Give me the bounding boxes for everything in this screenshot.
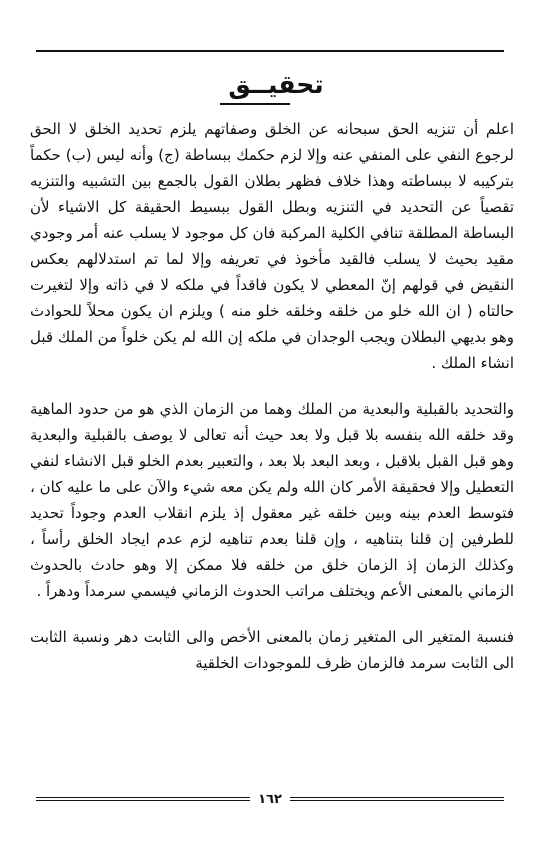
page-number: ١٦٢ [258, 791, 282, 807]
body-text [30, 116, 514, 676]
section-heading [0, 70, 552, 99]
footer-rule-right [290, 797, 504, 801]
paragraph-2: والتحديد بالقبلية والبعدية من الملك وهما من الزمان الذي هو من حدود الماهية وقد خلقه الله بنفسه بلا قبل ولا بعد حيث أنه تعالى لا يوصف بالقبلية والبعدية وهو قبل القبل بلاقبل ، وبعد البعد بلا بعد ، والتعبير بعدم الخلو قبل الانشاء لنفي التعطيل وإلا فحقيقة الأمر كان الله ولم يكن معه شيء والآن على ما عليه كان ، فتوسط العدم بينه وبين خلقه غير معقول إذ يلزم انقلاب العدم وجوداً تحديد للطرفين إن قلنا بتناهيه ، وإن قلنا بعدم تناهيه لزم عدم ايجاد الخلق رأساً ، وكذلك الزمان إذ الزمان خلق من خلقه فلا ممكن إلا وهو حادث بالحدوث الزماني بالمعنى الأعم ويختلف مراتب الحدوث الزماني فيسمي سرمداً ودهراً . [30, 400, 514, 600]
paragraph-1: اعلم أن تنزيه الحق سبحانه عن الخلق وصفاتهم يلزم تحديد الخلق لا الحق لرجوع النفي على المنفي عنه وإلا لزم حكمك ببساطة (ج) وأنه ليس (ب) حكماً بتركيبه لا ببساطته وهذا خلاف فظهر بطلان القول بالجمع بين التشبيه والتنزيه تقصياً عن التحديد في التنزيه وبطل القول ببسيط الحقيقة كل الاشياء لأن البساطة المطلقة تنافي الكلية المركبة فان كل موجود لا يسلب عنه أمر وجودي مقيد بحيث لا يسلب فالقيد مأخوذ في تعريفه وإلا لما تم استدلالهم بعكس النقيض في قولهم إنّ المعطي لا يكون فاقداً في ملكه لا في ذاته وإلا لتغيرت حالتاه ( ان الله خلو من خلقه وخلقه خلو منه ) ويلزم ان يكون محلاً للحوادث وهو بديهي البطلان ويجب الوجدان في ملكه إن الله لم يكن خلواً من الملك قبل انشاء الملك . [30, 120, 514, 372]
page-footer [36, 792, 504, 806]
top-rule [36, 50, 504, 52]
footer-rule-left [36, 797, 250, 801]
paragraph-3: فنسبة المتغير الى المتغير زمان بالمعنى الأخص والى الثابت دهر ونسبة الثابت الى الثابت سرمد فالزمان ظرف للموجودات الخلقية [30, 628, 514, 672]
heading-underline [220, 103, 290, 105]
section-heading-text: تحقيــق [228, 70, 324, 99]
